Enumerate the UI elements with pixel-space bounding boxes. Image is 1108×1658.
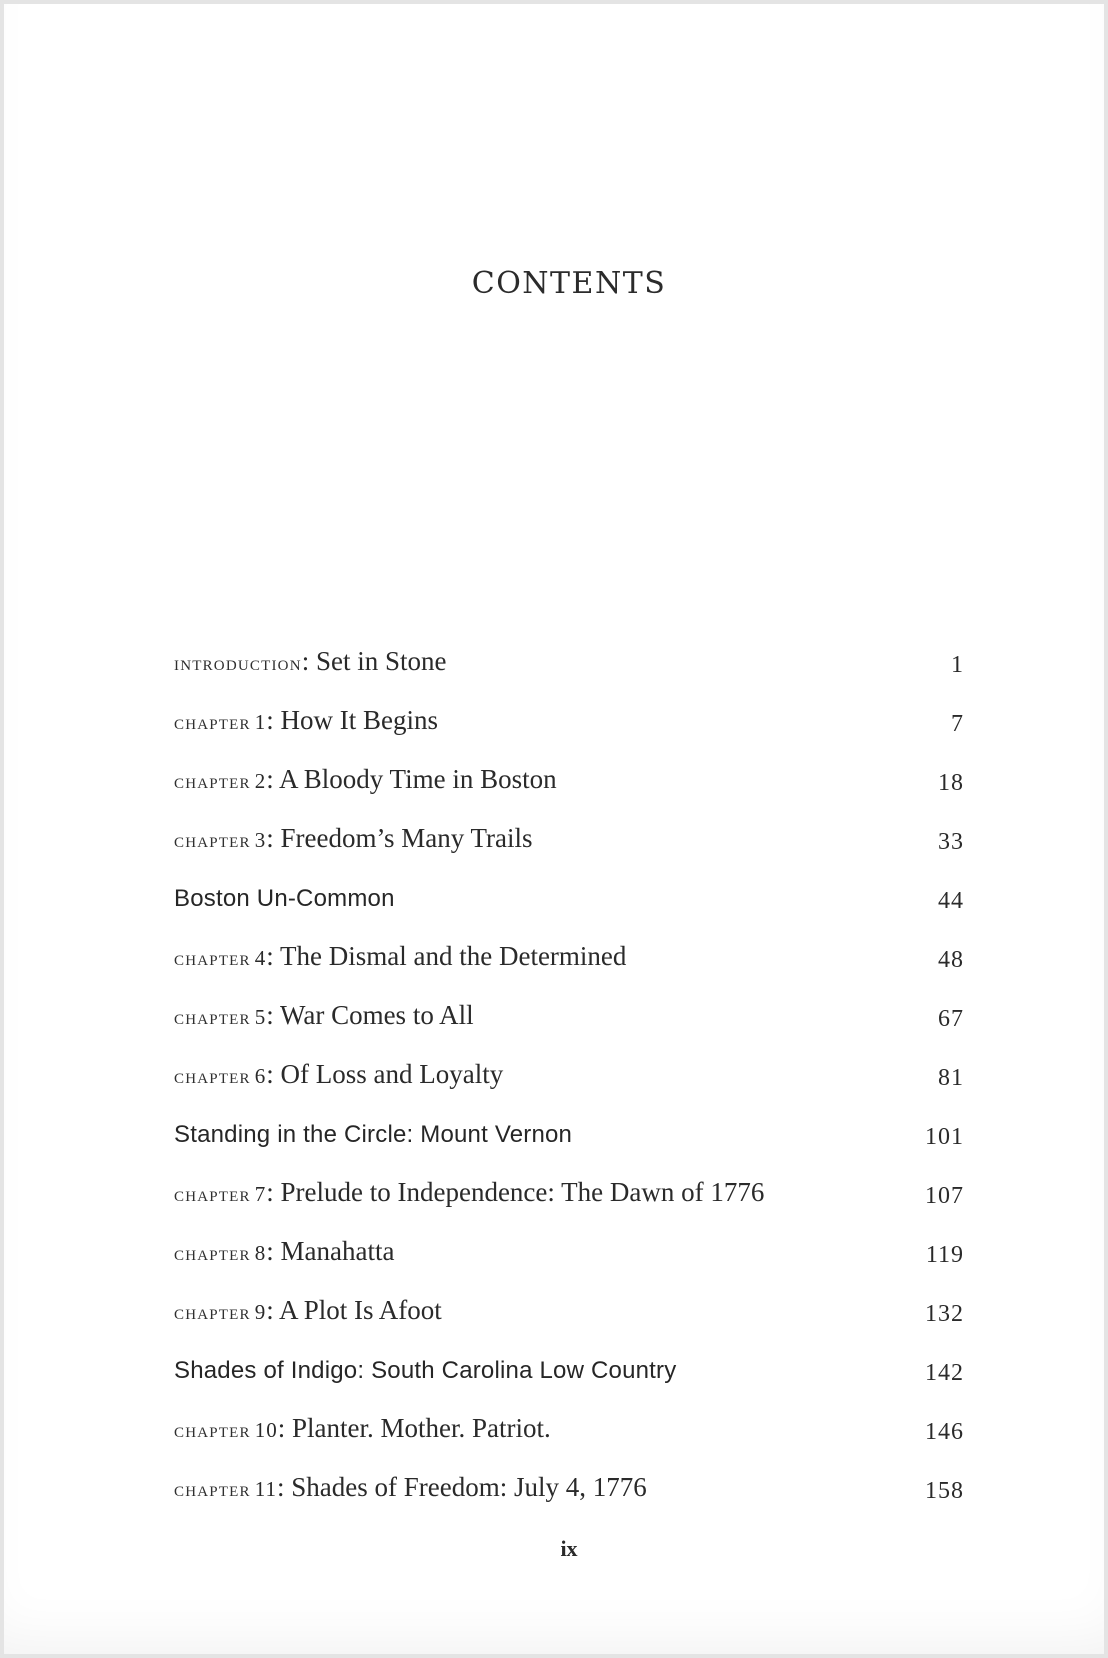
toc-entry-separator: : [277,1413,293,1443]
toc-entry-title: Of Loss and Loyalty [280,1059,504,1089]
toc-entry-page-number: 1 [951,652,964,678]
toc-entry-page-number: 146 [925,1419,964,1445]
toc-entry-text [174,764,557,795]
toc-entry [174,1267,964,1326]
toc-entry-number: 9 [254,1300,267,1324]
toc-entry-separator: : [276,1472,292,1502]
toc-entry [174,1090,964,1149]
toc-entry-label: chapter [174,1241,251,1265]
toc-entry-separator: : [266,941,281,971]
toc-entry-title: Shades of Indigo: South Carolina Low Country [174,1357,677,1384]
toc-entry-text [174,1059,503,1090]
toc-entry-page-number: 7 [951,711,964,737]
toc-entry [174,1208,964,1267]
toc-entry-page-number: 44 [938,888,964,914]
toc-entry-number: 5 [254,1005,267,1029]
book-page [4,4,1104,1654]
toc-entry-number: 10 [254,1418,278,1442]
toc-entry-separator: : [266,823,281,853]
toc-entry [174,795,964,854]
toc-entry-title: War Comes to All [280,1000,474,1030]
toc-entry-title: How It Begins [280,705,439,735]
toc-entry-title: Freedom’s Many Trails [280,823,533,853]
toc-entry [174,677,964,736]
toc-entry-separator: : [266,1236,281,1266]
toc-entry-label: introduction [174,651,302,675]
toc-entry-title: Manahatta [280,1236,395,1266]
toc-entry-number: 8 [254,1241,267,1265]
toc-entry-separator: : [266,1059,281,1089]
toc-entry-text [174,1121,572,1149]
toc-entry-text [174,646,447,677]
toc-entry-text [174,705,438,736]
toc-entry-page-number: 101 [925,1124,964,1150]
table-of-contents [174,618,964,1503]
toc-entry-page-number: 33 [938,829,964,855]
toc-entry [174,854,964,913]
toc-entry [174,1149,964,1208]
toc-entry-title: A Plot Is Afoot [279,1295,442,1325]
toc-entry [174,736,964,795]
page-title: CONTENTS [471,266,667,301]
toc-entry-page-number: 142 [925,1360,964,1386]
toc-entry-number: 7 [254,1182,267,1206]
toc-entry-page-number: 132 [925,1301,964,1327]
toc-entry-text [174,1295,442,1326]
toc-entry-title: Standing in the Circle: Mount Vernon [174,1121,573,1148]
toc-entry-number: 1 [254,710,267,734]
toc-entry-label: chapter [174,710,251,734]
toc-entry-title: A Bloody Time in Boston [279,764,557,794]
toc-entry-number: 2 [254,769,267,793]
toc-entry [174,618,964,677]
toc-entry-separator: : [266,1295,280,1325]
toc-entry-number: 3 [254,828,267,852]
toc-entry-text [174,1413,551,1444]
toc-entry-text [174,1472,647,1503]
toc-entry-title: Planter. Mother. Patriot. [292,1413,551,1443]
toc-entry-page-number: 107 [925,1183,964,1209]
toc-entry-label: chapter [174,1005,251,1029]
toc-entry-text [174,1177,764,1208]
toc-entry-page-number: 158 [925,1478,964,1504]
toc-entry-label: chapter [174,1418,251,1442]
toc-entry-number: 4 [254,946,267,970]
toc-entry-title: The Dismal and the Determined [280,941,627,971]
toc-entry-title: Set in Stone [316,646,447,676]
toc-entry-label: chapter [174,1300,251,1324]
toc-entry-page-number: 119 [925,1242,964,1268]
toc-entry-text [174,885,395,913]
toc-entry-text [174,941,626,972]
page-folio: ix [560,1536,578,1561]
toc-entry-label: chapter [174,828,251,852]
toc-entry-separator: : [266,705,281,735]
toc-entry-title: Prelude to Independence: The Dawn of 1776 [280,1177,765,1207]
toc-entry-text [174,1357,676,1385]
toc-entry-label: chapter [174,769,251,793]
toc-entry-separator: : [266,1000,281,1030]
toc-entry-text [174,823,533,854]
toc-entry-label: chapter [174,1182,251,1206]
toc-entry-text [174,1000,474,1031]
toc-entry-separator: : [266,1177,281,1207]
toc-entry-number: 11 [254,1477,277,1501]
toc-entry [174,1385,964,1444]
toc-entry-page-number: 67 [938,1006,964,1032]
toc-entry [174,1031,964,1090]
toc-entry-separator: : [301,646,316,676]
toc-entry-separator: : [266,764,280,794]
toc-entry-label: chapter [174,1477,251,1501]
toc-entry [174,972,964,1031]
toc-entry-title: Shades of Freedom: July 4, 1776 [291,1472,647,1502]
toc-entry-number: 6 [254,1064,267,1088]
toc-entry-text [174,1236,394,1267]
toc-entry-page-number: 81 [938,1065,964,1091]
toc-entry [174,1444,964,1503]
toc-entry-title: Boston Un-Common [174,885,395,912]
toc-entry [174,913,964,972]
toc-entry-page-number: 48 [938,947,964,973]
toc-entry [174,1326,964,1385]
toc-entry-page-number: 18 [938,770,964,796]
toc-entry-label: chapter [174,946,251,970]
toc-entry-label: chapter [174,1064,251,1088]
